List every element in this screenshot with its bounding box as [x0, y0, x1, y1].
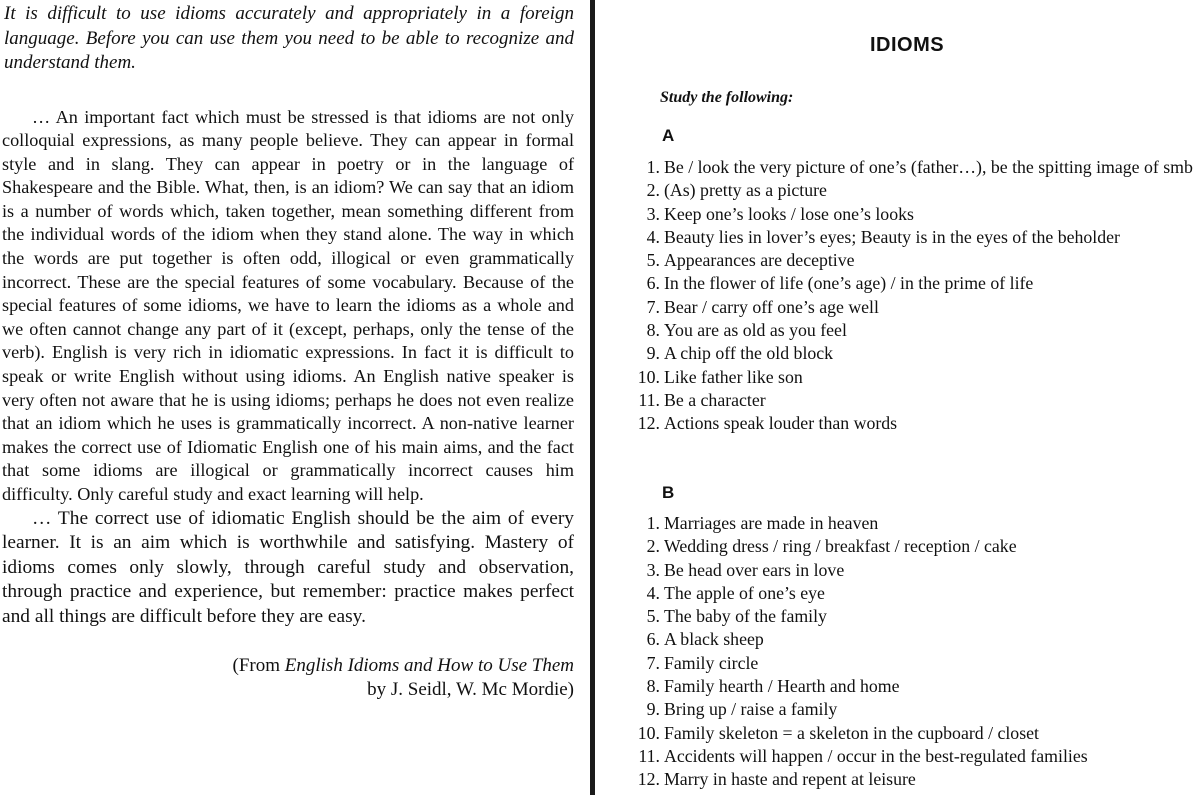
- instruction-text: Study the following:: [660, 89, 794, 106]
- item-text: Marriages are made in heaven: [664, 513, 879, 533]
- list-item: [630, 389, 1200, 412]
- column-divider: [590, 0, 595, 795]
- item-number: 6.: [646, 273, 660, 294]
- list-item: [630, 535, 1200, 558]
- item-text: Family skeleton = a skeleton in the cupboard / closet: [664, 722, 1039, 743]
- list-item: [630, 512, 1200, 535]
- item-number: 4.: [646, 226, 660, 247]
- list-item: [630, 652, 1200, 675]
- item-number: 3.: [646, 559, 660, 580]
- item-number: 1.: [646, 513, 660, 533]
- item-text: The baby of the family: [664, 606, 827, 627]
- list-item: [630, 675, 1200, 698]
- list-item: [630, 745, 1200, 768]
- list-item: [630, 605, 1200, 628]
- item-text: Family circle: [664, 652, 759, 673]
- article-body: [2, 106, 574, 630]
- list-item: [630, 156, 1200, 179]
- item-number: 4.: [646, 582, 660, 603]
- intro-text: It is difficult to use idioms accurately and appropriately in a foreign language. Before you can use them you need to be able to recognize and understand them.: [4, 3, 574, 73]
- item-number: 7.: [646, 652, 660, 673]
- item-number: 11.: [638, 389, 660, 410]
- item-text: The apple of one’s eye: [664, 582, 825, 603]
- item-number: 1.: [646, 157, 660, 177]
- right-column: [612, 0, 1200, 795]
- item-number: 6.: [646, 629, 660, 650]
- list-item: [630, 768, 1200, 791]
- list-item: [630, 582, 1200, 605]
- list-item: [630, 296, 1200, 319]
- item-number: 12.: [637, 413, 660, 434]
- item-number: 7.: [646, 296, 660, 317]
- item-text: Bring up / raise a family: [664, 699, 838, 720]
- item-text: Beauty lies in lover’s eyes; Beauty is in the eyes of the beholder: [664, 226, 1120, 247]
- list-item: [630, 722, 1200, 745]
- item-text: Be / look the very picture of one’s (father…), be the spitting image of smb: [664, 157, 1193, 177]
- item-text: Marry in haste and repent at leisure: [664, 769, 916, 790]
- item-number: 8.: [646, 320, 660, 341]
- item-text: Bear / carry off one’s age well: [664, 296, 879, 317]
- item-number: 9.: [646, 699, 660, 720]
- item-text: Actions speak louder than words: [664, 413, 898, 434]
- citation-prefix: (From: [232, 654, 285, 676]
- section-b-heading: B: [662, 483, 675, 502]
- item-text: Accidents will happen / occur in the best-regulated families: [664, 745, 1088, 766]
- list-item: [630, 226, 1200, 249]
- list-item: [630, 628, 1200, 651]
- section-b-list: [630, 512, 1200, 792]
- item-text: Family hearth / Hearth and home: [664, 676, 900, 697]
- list-item: [630, 366, 1200, 389]
- page-title: IDIOMS: [870, 34, 945, 56]
- item-number: 10.: [637, 722, 660, 743]
- list-item: [630, 272, 1200, 295]
- item-text: Be head over ears in love: [664, 559, 845, 580]
- item-number: 3.: [646, 203, 660, 224]
- list-item: [630, 179, 1200, 202]
- list-item: [630, 319, 1200, 342]
- item-text: A chip off the old block: [664, 343, 834, 364]
- item-text: Wedding dress / ring / breakfast / reception / cake: [664, 536, 1017, 557]
- item-text: Keep one’s looks / lose one’s looks: [664, 203, 914, 224]
- item-text: Appearances are deceptive: [664, 250, 855, 271]
- item-text: You are as old as you feel: [664, 320, 847, 341]
- list-item: [630, 249, 1200, 272]
- item-number: 5.: [646, 606, 660, 627]
- section-a-list: [630, 156, 1200, 436]
- list-item: [630, 342, 1200, 365]
- citation-title: English Idioms and How to Use Them: [284, 654, 574, 676]
- item-text: (As) pretty as a picture: [664, 180, 827, 201]
- item-number: 2.: [646, 536, 660, 557]
- item-text: In the flower of life (one’s age) / in the prime of life: [664, 273, 1034, 294]
- item-text: A black sheep: [664, 629, 764, 650]
- item-text: Be a character: [664, 389, 766, 410]
- item-number: 10.: [637, 366, 660, 387]
- paragraph-1: … An important fact which must be stressed is that idioms are not only colloquial expressions, as many people believe. They can appear in formal style and in slang. They can appear in poetry or in the language of Shakespeare and the Bible. What, then, is an idiom? We can say that an idiom is a number of words which, taken together, mean something different from the individual words of the idiom when they stand alone. The way in which the words are put together is often odd, illogical or even grammatically incorrect. These are the special features of some vocabulary. Because of the special features of some idioms, we have to learn the idioms as a whole and we often cannot change any part of it (except, perhaps, only the tense of the verb). English is very rich in idiomatic expressions. In fact it is difficult to speak or write English without using idioms. An English native speaker is very often not aware that he is using idioms; perhaps he does not even realize that an idiom which he uses is grammatically incorrect. A non-native learner makes the correct use of Idiomatic English one of his main aims, and the fact that some idioms are illogical or grammatically incorrect causes him difficulty. Only careful study and exact learning will help.: [2, 106, 574, 504]
- item-number: 8.: [646, 676, 660, 697]
- citation: [2, 654, 574, 703]
- citation-authors: by J. Seidl, W. Mc Mordie): [367, 679, 574, 701]
- paragraph-2: … The correct use of idiomatic English should be the aim of every learner. It is an aim which is worthwhile and satisfying. Mastery of idioms comes only slowly, through careful study and observation, through practice and experience, but remember: practice makes perfect and all things are difficult before they are easy.: [2, 507, 574, 627]
- item-number: 9.: [646, 343, 660, 364]
- list-item: [630, 559, 1200, 582]
- left-column: [2, 0, 574, 795]
- item-number: 12.: [637, 769, 660, 790]
- list-item: [630, 698, 1200, 721]
- item-number: 2.: [646, 180, 660, 201]
- item-number: 11.: [638, 745, 660, 766]
- section-a-heading: A: [662, 126, 675, 145]
- item-number: 5.: [646, 250, 660, 271]
- item-text: Like father like son: [664, 366, 803, 387]
- list-item: [630, 203, 1200, 226]
- list-item: [630, 412, 1200, 435]
